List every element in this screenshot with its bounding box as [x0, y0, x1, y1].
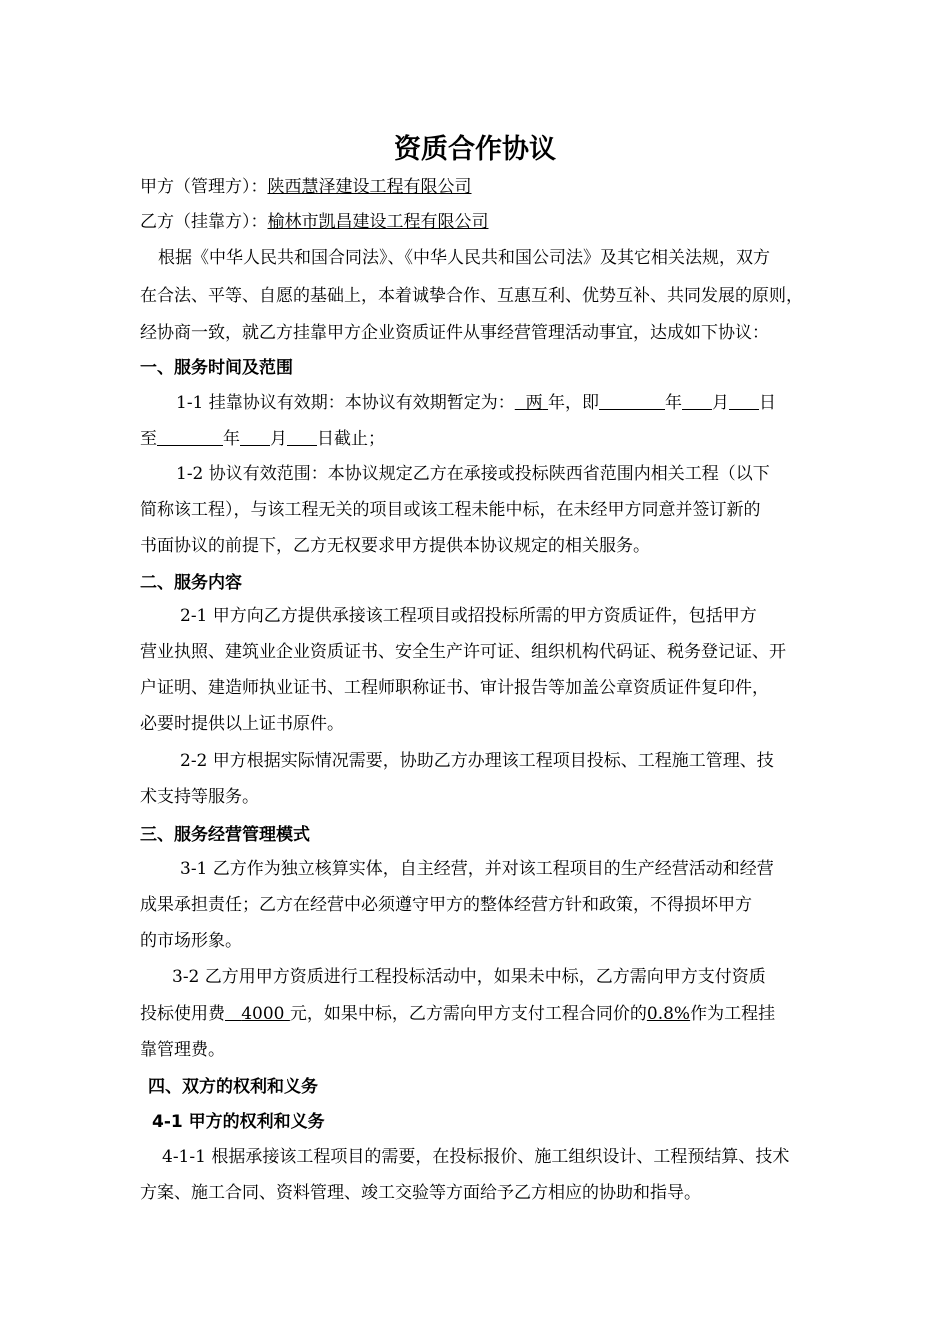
clause-1-2-line-3: 书面协议的前提下，乙方无权要求甲方提供本协议规定的相关服务。	[140, 536, 650, 556]
clause-4-1-1-line-2: 方案、施工合同、资料管理、竣工交验等方面给予乙方相应的协助和指导。	[140, 1183, 701, 1203]
clause-1-1-text: 1-1 挂靠协议有效期：本协议有效期暂定为：	[176, 393, 515, 413]
intro-line-1: 根据《中华人民共和国合同法》、《中华人民共和国公司法》及其它相关法规，双方	[158, 248, 770, 268]
clause-1-1-line-2	[140, 427, 840, 451]
party-a-line	[140, 175, 840, 199]
end-zhi: 至	[140, 429, 157, 449]
clause-1-2-line-1: 1-2 协议有效范围：本协议规定乙方在承接或投标陕西省范围内相关工程（以下	[176, 464, 770, 484]
clause-2-1-line-2: 营业执照、建筑业企业资质证书、安全生产许可证、组织机构代码证、税务登记证、开	[140, 642, 786, 662]
bid-fee-value: 4000	[241, 1004, 285, 1024]
clause-3-2-line-3: 靠管理费。	[140, 1040, 225, 1060]
party-b-line	[140, 210, 840, 234]
management-fee-rate: 0.8%	[646, 1004, 691, 1024]
section-2-heading: 二、服务内容	[140, 573, 242, 593]
start-month-blank	[682, 392, 712, 410]
fee-post-text: 作为工程挂	[690, 1004, 776, 1024]
clause-4-1-1-line-1: 4-1-1 根据承接该工程项目的需要，在投标报价、施工组织设计、工程预结算、技术	[162, 1147, 790, 1167]
party-b-name: 榆林市凯昌建设工程有限公司	[267, 212, 489, 232]
term-years-value: 两	[525, 393, 543, 413]
party-a-name: 陕西慧泽建设工程有限公司	[267, 177, 472, 197]
start-day-blank	[729, 392, 759, 410]
fee-label: 投标使用费	[140, 1004, 225, 1024]
clause-3-1-line-1: 3-1 乙方作为独立核算实体，自主经营，并对该工程项目的生产经营活动和经营	[180, 859, 774, 879]
party-a-label: 甲方（管理方）：	[140, 177, 268, 197]
start-year-label: 年	[665, 393, 682, 413]
end-jiezhi: 日截止；	[317, 429, 385, 449]
start-year-blank	[599, 392, 665, 410]
start-month-label: 月	[712, 393, 729, 413]
clause-1-1-ji: 年，即	[548, 393, 599, 413]
intro-line-3: 经协商一致，就乙方挂靠甲方企业资质证件从事经营管理活动事宜，达成如下协议：	[140, 323, 769, 343]
clause-2-1-line-1: 2-1 甲方向乙方提供承接该工程项目或招投标所需的甲方资质证件，包括甲方	[180, 606, 757, 626]
fee-mid-text: 元，如果中标，乙方需向甲方支付工程合同价的	[289, 1004, 647, 1024]
end-day-blank	[287, 428, 317, 446]
clause-2-1-line-3: 户证明、建造师执业证书、工程师职称证书、审计报告等加盖公章资质证件复印件，	[140, 678, 769, 698]
clause-3-1-line-3: 的市场形象。	[140, 931, 242, 951]
clause-2-1-line-4: 必要时提供以上证书原件。	[140, 714, 344, 734]
bid-fee	[225, 1004, 290, 1024]
section-3-heading: 三、服务经营管理模式	[140, 825, 310, 845]
party-b-label: 乙方（挂靠方）：	[140, 212, 268, 232]
end-year-label: 年	[223, 429, 240, 449]
clause-2-2-line-1: 2-2 甲方根据实际情况需要，协助乙方办理该工程项目投标、工程施工管理、技	[180, 751, 774, 771]
end-year-blank	[157, 428, 223, 446]
clause-3-2-line-1: 3-2 乙方用甲方资质进行工程投标活动中，如果未中标，乙方需向甲方支付资质	[172, 967, 766, 987]
clause-3-1-line-2: 成果承担责任；乙方在经营中必须遵守甲方的整体经营方针和政策，不得损坏甲方	[140, 895, 752, 915]
subsection-4-1-heading: 4-1 甲方的权利和义务	[152, 1112, 325, 1132]
end-month-label: 月	[270, 429, 287, 449]
document-title: 资质合作协议	[394, 134, 556, 165]
clause-3-2-line-2	[140, 1002, 840, 1026]
intro-line-2: 在合法、平等、自愿的基础上，本着诚挚合作、互惠互利、优势互补、共同发展的原则，	[140, 286, 803, 306]
term-years	[515, 393, 548, 413]
clause-1-1-line-1	[140, 391, 876, 415]
section-1-heading: 一、服务时间及范围	[140, 358, 293, 378]
end-month-blank	[240, 428, 270, 446]
section-4-heading: 四、双方的权利和义务	[148, 1077, 318, 1097]
clause-1-2-line-2: 简称该工程），与该工程无关的项目或该工程未能中标，在未经甲方同意并签订新的	[140, 500, 761, 520]
clause-2-2-line-2: 术支持等服务。	[140, 787, 259, 807]
start-day-label: 日	[759, 393, 776, 413]
